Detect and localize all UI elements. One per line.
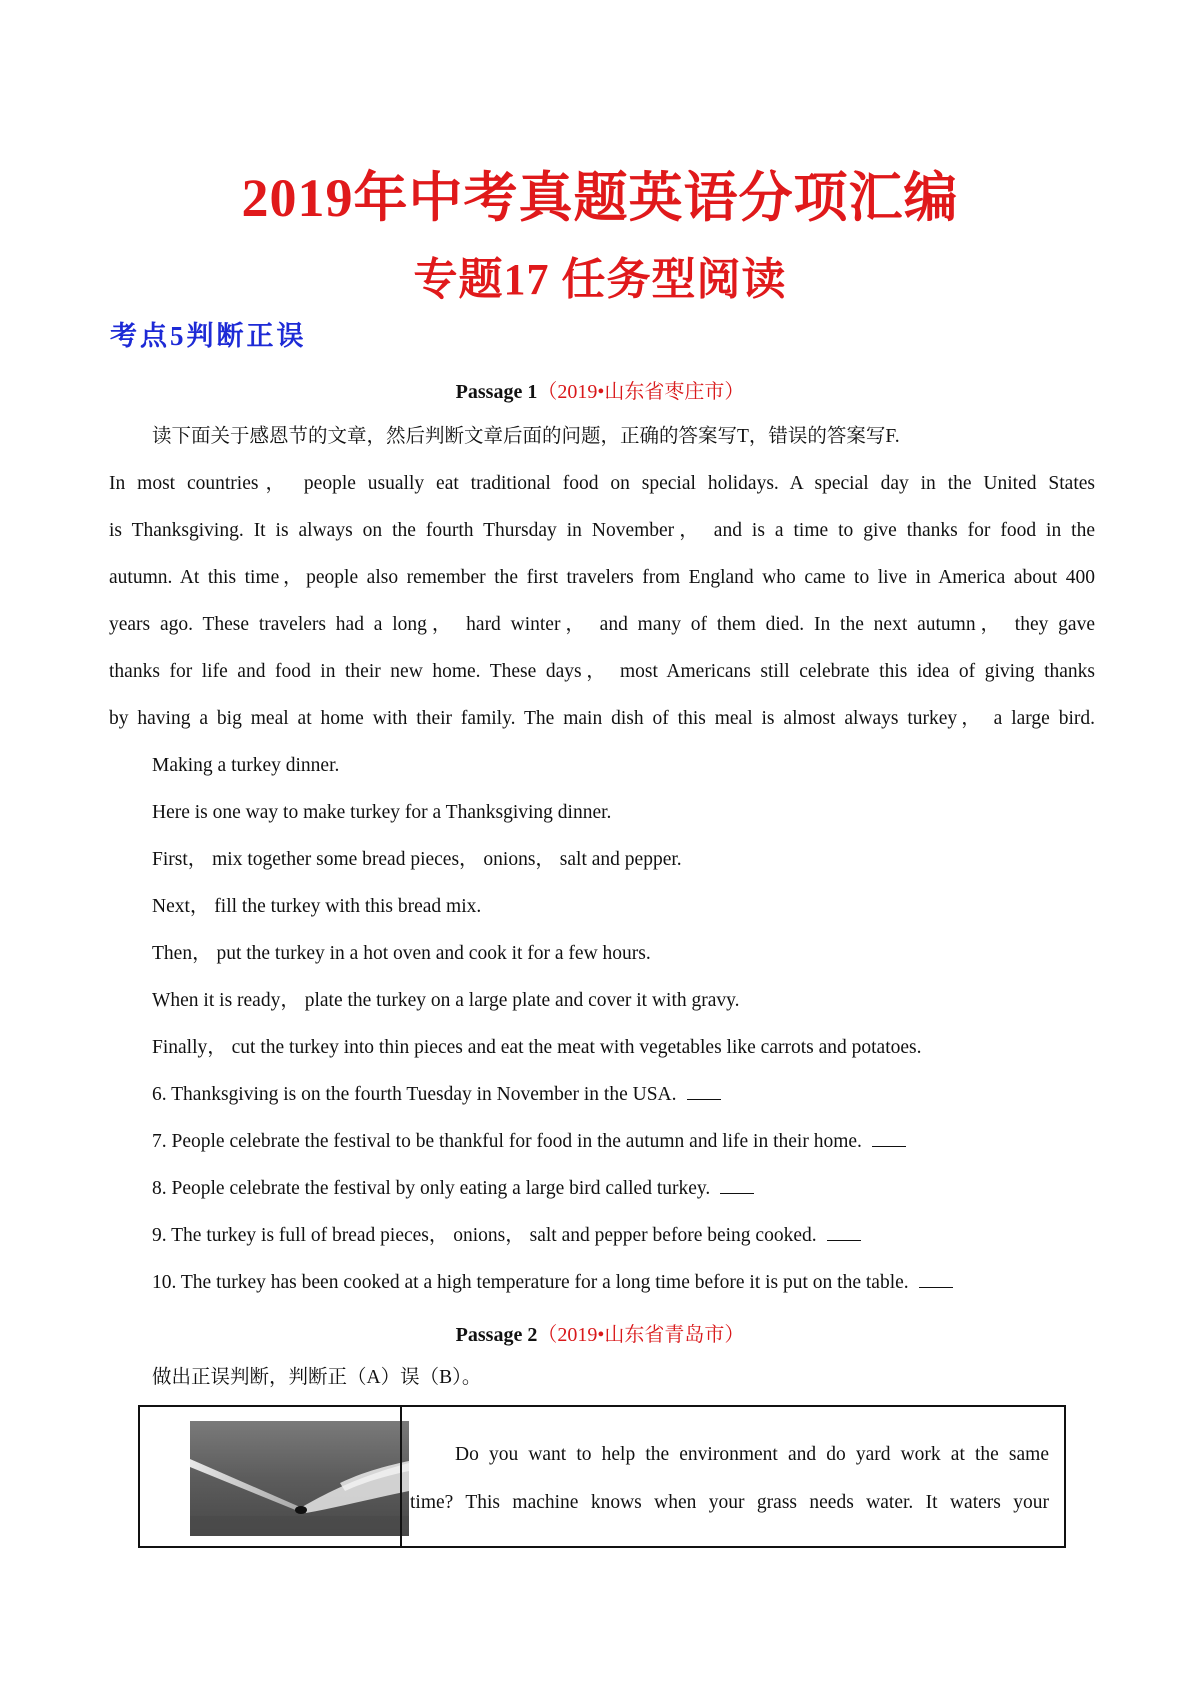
passage1-source: （2019•山东省枣庄市） [537, 381, 745, 403]
paragraph-line: years ago. These travelers had a long， hard winter， and many of them died. In the next autumn， they gave [109, 614, 1095, 635]
paragraph-line: by having a big meal at home with their family. The main dish of this meal is almost always turkey， a large bird. [109, 708, 1095, 729]
sprinkler-image [190, 1421, 409, 1536]
answer-blank[interactable] [720, 1179, 754, 1194]
question-text: 10. The turkey has been cooked at a high temperature for a long time before it is put on the table. [152, 1272, 909, 1293]
paragraph-line: In most countries， people usually eat traditional food on special holidays. A special day in the United States [109, 473, 1095, 494]
section-heading: 考点5判断正误 [110, 321, 307, 351]
passage2-table [138, 1405, 1066, 1548]
answer-blank[interactable] [687, 1085, 721, 1100]
answer-blank[interactable] [872, 1132, 906, 1147]
recipe-line: Finally， cut the turkey into thin pieces and eat the meat with vegetables like carrots and potatoes. [152, 1037, 922, 1058]
answer-blank[interactable] [827, 1226, 861, 1241]
passage1-instruction: 读下面关于感恩节的文章，然后判断文章后面的问题，正确的答案写T，错误的答案写F. [152, 426, 900, 447]
paragraph-line: is Thanksgiving. It is always on the fourth Thursday in November， and is a time to give thanks for food in the [109, 520, 1095, 541]
passage2-heading [0, 1318, 1200, 1347]
question-text: 7. People celebrate the festival to be thankful for food in the autumn and life in their home. [152, 1131, 862, 1152]
question-item [152, 1177, 754, 1201]
recipe-line: When it is ready， plate the turkey on a large plate and cover it with gravy. [152, 990, 740, 1011]
passage2-name: Passage 2 [455, 1324, 538, 1346]
table-divider [400, 1407, 402, 1546]
passage2-source: （2019•山东省青岛市） [537, 1324, 745, 1346]
recipe-line: Next， fill the turkey with this bread mix. [152, 896, 482, 917]
paragraph-line: autumn. At this time，people also remember the first travelers from England who came to live in America about 400 [109, 567, 1095, 588]
passage1-heading [0, 375, 1200, 404]
question-text: 8. People celebrate the festival by only eating a large bird called turkey. [152, 1178, 711, 1199]
page-subtitle: 专题17 任务型阅读 [413, 255, 787, 304]
page-title: 2019年中考真题英语分项汇编 [241, 168, 959, 228]
passage1-name: Passage 1 [455, 381, 538, 403]
question-text: 9. The turkey is full of bread pieces， onions， salt and pepper before being cooked. [152, 1225, 817, 1246]
answer-blank[interactable] [919, 1273, 953, 1288]
question-item [152, 1083, 721, 1107]
recipe-line: Then， put the turkey in a hot oven and cook it for a few hours. [152, 943, 651, 964]
paragraph-line: thanks for life and food in their new home. These days， most Americans still celebrate this idea of giving thanks [109, 661, 1095, 682]
question-text: 6. Thanksgiving is on the fourth Tuesday in November in the USA. [152, 1084, 677, 1105]
recipe-line: First， mix together some bread pieces， onions， salt and pepper. [152, 849, 682, 870]
recipe-line: Here is one way to make turkey for a Thanksgiving dinner. [152, 802, 612, 823]
question-item [152, 1271, 953, 1295]
recipe-line: Making a turkey dinner. [152, 755, 340, 776]
table-text-line: Do you want to help the environment and do yard work at the same [455, 1444, 1049, 1465]
passage2-instruction: 做出正误判断，判断正（A）误（B）。 [152, 1367, 482, 1388]
question-item [152, 1130, 906, 1154]
question-item [152, 1224, 861, 1248]
sprinkler-photo [190, 1421, 409, 1536]
table-text-line: time? This machine knows when your grass needs water. It waters your [410, 1492, 1049, 1513]
